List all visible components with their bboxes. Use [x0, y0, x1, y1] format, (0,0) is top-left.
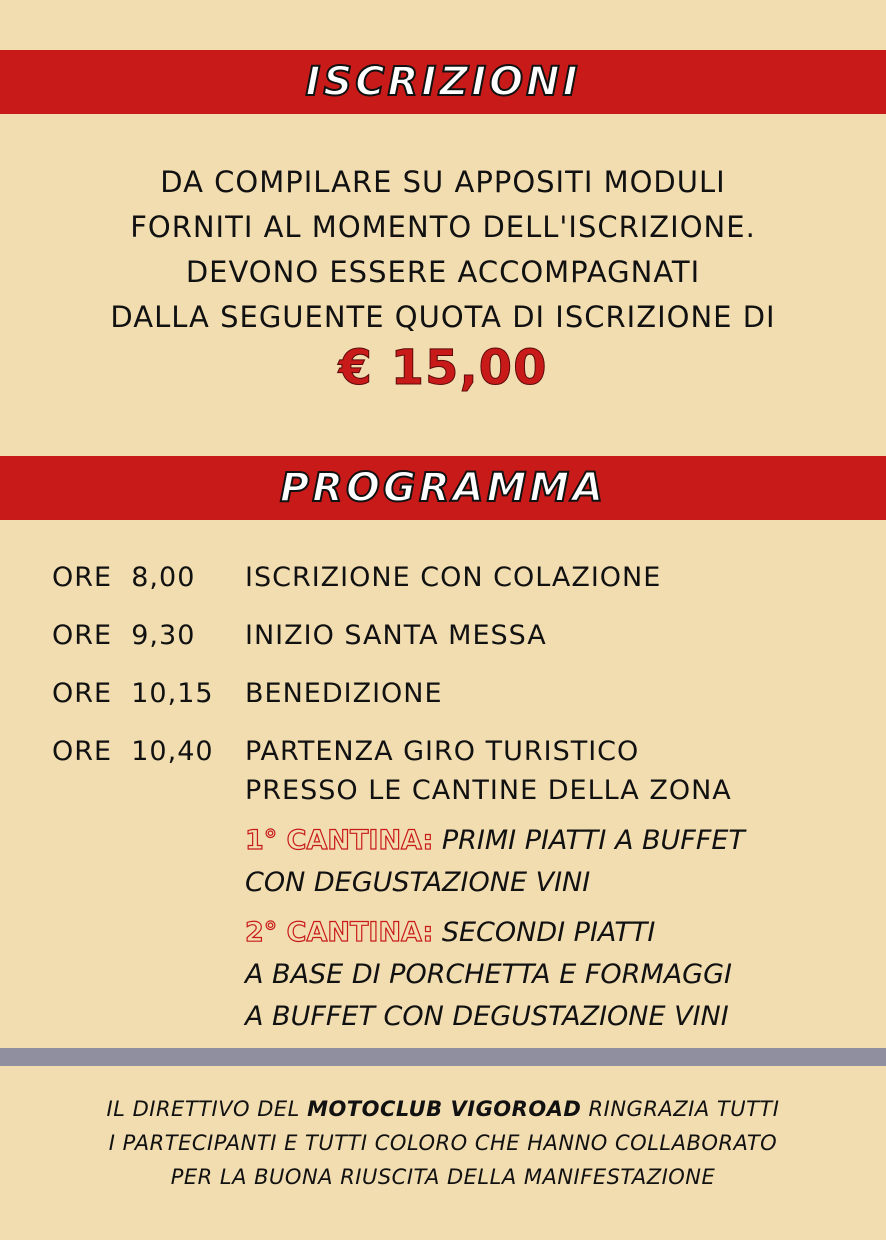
schedule-item [52, 732, 852, 810]
schedule-list [52, 558, 852, 810]
cantina-1-line: CON DEGUSTAZIONE VINI [245, 867, 591, 898]
registration-price: € 15,00 [338, 340, 548, 396]
programma-header-band [0, 456, 886, 520]
cantina-1 [245, 820, 865, 904]
schedule-time: ORE 8,00 [52, 562, 196, 593]
schedule-desc: INIZIO SANTA MESSA [245, 620, 547, 651]
cantina-2-line: A BASE DI PORCHETTA E FORMAGGI [245, 959, 732, 990]
schedule-time: ORE 9,30 [52, 620, 196, 651]
schedule-item [52, 616, 852, 655]
schedule-desc: BENEDIZIONE [245, 678, 443, 709]
cantina-2-label: 2° CANTINA: [245, 917, 434, 948]
cantina-2 [245, 912, 865, 1038]
footer-text: RINGRAZIA TUTTI [581, 1097, 780, 1121]
section-divider [0, 1048, 886, 1066]
cantina-2-line: A BUFFET CON DEGUSTAZIONE VINI [245, 1001, 729, 1032]
schedule-desc: ISCRIZIONE CON COLAZIONE [245, 562, 662, 593]
schedule-desc [245, 732, 732, 810]
schedule-item [52, 674, 852, 713]
cantina-1-line: PRIMI PIATTI A BUFFET [441, 825, 745, 856]
schedule-time: ORE 10,40 [52, 736, 214, 767]
iscrizioni-line: DA COMPILARE SU APPOSITI MODULI [160, 165, 726, 199]
iscrizioni-line: DALLA SEGUENTE QUOTA DI ISCRIZIONE DI [110, 300, 776, 334]
footer-thanks [0, 1092, 886, 1194]
iscrizioni-text [0, 160, 886, 340]
programma-title: PROGRAMMA [279, 465, 607, 511]
iscrizioni-title: ISCRIZIONI [305, 59, 581, 105]
iscrizioni-header-band [0, 50, 886, 114]
cantina-2-line: SECONDI PIATTI [441, 917, 656, 948]
footer-text: I PARTECIPANTI E TUTTI COLORO CHE HANNO COLLABORATO [108, 1131, 778, 1155]
cantina-1-label: 1° CANTINA: [245, 825, 434, 856]
footer-text: IL DIRETTIVO DEL [106, 1097, 308, 1121]
iscrizioni-line: DEVONO ESSERE ACCOMPAGNATI [185, 255, 701, 289]
club-name: MOTOCLUB VIGOROAD [307, 1097, 582, 1121]
iscrizioni-line: FORNITI AL MOMENTO DELL'ISCRIZIONE. [130, 210, 756, 244]
schedule-desc-line: PRESSO LE CANTINE DELLA ZONA [245, 775, 732, 806]
schedule-desc-line: PARTENZA GIRO TURISTICO [245, 736, 640, 767]
schedule-item [52, 558, 852, 597]
footer-text: PER LA BUONA RIUSCITA DELLA MANIFESTAZIONE [170, 1165, 716, 1189]
schedule-time: ORE 10,15 [52, 678, 214, 709]
